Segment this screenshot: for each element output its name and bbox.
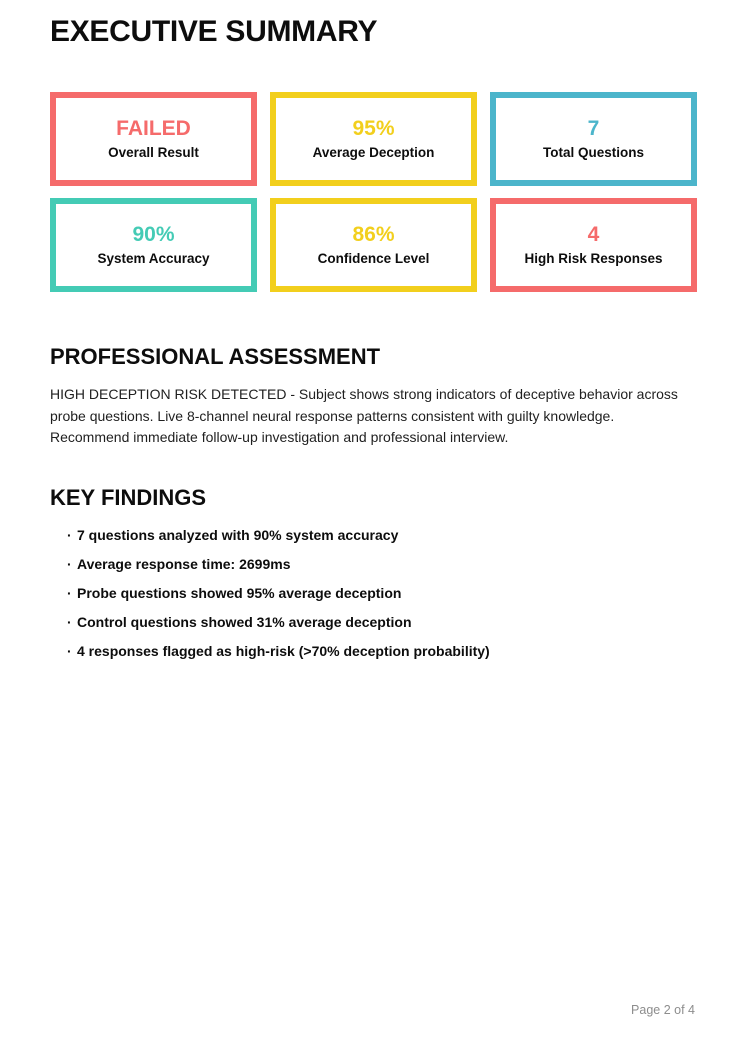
card-label: Overall Result — [108, 145, 199, 161]
page-number: Page 2 of 4 — [631, 1003, 695, 1017]
key-finding-text: 4 responses flagged as high-risk (>70% deception probability) — [77, 642, 490, 659]
key-finding-text: Probe questions showed 95% average deception — [77, 584, 402, 601]
summary-card — [490, 92, 697, 186]
bullet-icon: · — [67, 555, 72, 572]
card-value: 95% — [352, 117, 395, 141]
section-heading-professional-assessment: PROFESSIONAL ASSESSMENT — [50, 344, 381, 369]
key-finding-text: Control questions showed 31% average deception — [77, 613, 412, 630]
card-label: High Risk Responses — [524, 251, 663, 267]
card-value: 86% — [352, 223, 395, 247]
bullet-icon: · — [67, 642, 72, 659]
summary-card — [270, 92, 477, 186]
summary-card — [50, 198, 257, 292]
bullet-icon: · — [67, 613, 72, 630]
card-value: 7 — [587, 117, 600, 141]
key-finding-item — [50, 614, 697, 631]
key-finding-text: Average response time: 2699ms — [77, 555, 291, 572]
card-label: System Accuracy — [97, 251, 210, 267]
card-value: FAILED — [116, 117, 191, 141]
summary-cards-grid — [50, 92, 697, 292]
key-finding-item — [50, 585, 697, 602]
bullet-icon: · — [67, 526, 72, 543]
bullet-icon: · — [67, 584, 72, 601]
card-label: Confidence Level — [317, 251, 430, 267]
summary-card — [270, 198, 477, 292]
card-label: Total Questions — [542, 145, 644, 161]
key-findings-list — [50, 527, 697, 660]
section-heading-key-findings: KEY FINDINGS — [50, 484, 207, 510]
page-title: EXECUTIVE SUMMARY — [50, 15, 378, 48]
card-value: 4 — [587, 223, 600, 247]
card-value: 90% — [132, 223, 175, 247]
summary-card — [50, 92, 257, 186]
summary-card — [490, 198, 697, 292]
key-finding-item — [50, 556, 697, 573]
key-finding-text: 7 questions analyzed with 90% system accuracy — [77, 526, 399, 543]
key-finding-item — [50, 643, 697, 660]
assessment-body: HIGH DECEPTION RISK DETECTED - Subject shows strong indicators of deceptive behavior across probe questions. Live 8-channel neural response patterns consistent with guilty knowledge. Recommend immediate follow-up investigation and professional interview. — [50, 386, 678, 445]
card-label: Average Deception — [312, 145, 435, 161]
key-finding-item — [50, 527, 697, 544]
